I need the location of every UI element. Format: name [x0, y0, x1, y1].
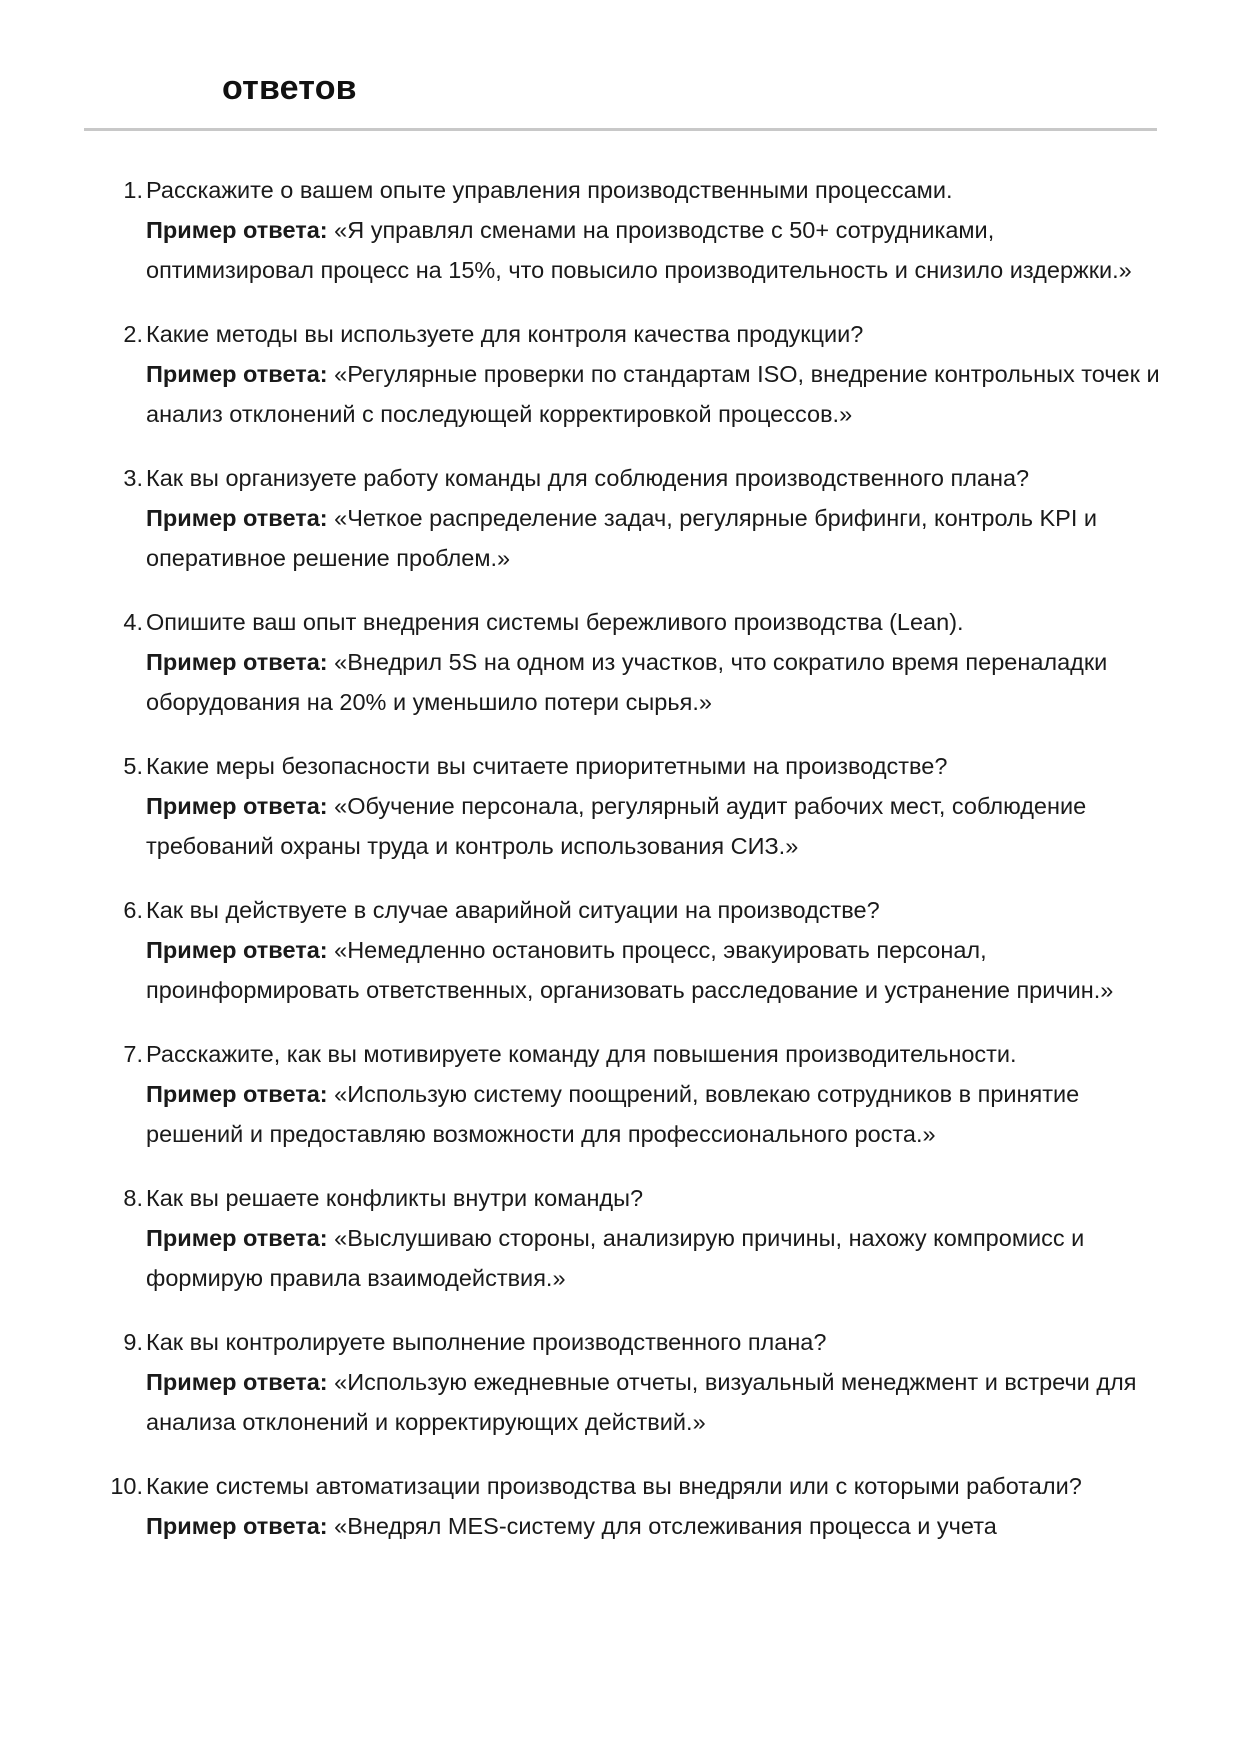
heading-divider — [84, 128, 1157, 131]
question-number: 1. — [123, 177, 143, 203]
question-text: Как вы контролируете выполнение производственного плана? — [146, 1329, 827, 1355]
question-number: 7. — [123, 1041, 143, 1067]
answer-label: Пример ответа: — [146, 793, 328, 819]
question-number: 9. — [123, 1329, 143, 1355]
section-heading: ответов — [222, 69, 357, 107]
question-number: 3. — [123, 465, 143, 491]
question-number: 5. — [123, 753, 143, 779]
question-number: 2. — [123, 321, 143, 347]
answer-text: «Использую ежедневные отчеты, визуальный менеджмент и встречи для анализа отклонений и корректирующих действий.» — [146, 1369, 1137, 1435]
answer-label: Пример ответа: — [146, 1369, 328, 1395]
answer-label: Пример ответа: — [146, 361, 328, 387]
answer-text: «Использую систему поощрений, вовлекаю сотрудников в принятие решений и предоставляю возможности для профессионального роста.» — [146, 1081, 1080, 1147]
question-item — [123, 314, 1166, 434]
question-number: 6. — [123, 897, 143, 923]
question-number: 10. — [110, 1473, 143, 1499]
answer-block — [146, 354, 1166, 434]
question-item — [123, 170, 1166, 290]
answer-text: «Обучение персонала, регулярный аудит рабочих мест, соблюдение требований охраны труда и контроль использования СИЗ.» — [146, 793, 1087, 859]
question-item — [110, 1466, 1166, 1546]
question-text: Расскажите о вашем опыте управления производственными процессами. — [146, 177, 953, 203]
answer-block — [146, 1218, 1166, 1298]
question-text: Какие методы вы используете для контроля качества продукции? — [146, 321, 864, 347]
question-item — [123, 1034, 1166, 1154]
answer-text: «Четкое распределение задач, регулярные брифинги, контроль KPI и оперативное решение проблем.» — [146, 505, 1098, 571]
question-text: Как вы решаете конфликты внутри команды? — [146, 1185, 644, 1211]
answer-block — [146, 498, 1166, 578]
answer-block — [146, 642, 1166, 722]
question-item — [123, 458, 1166, 578]
answer-block — [146, 1362, 1166, 1442]
answer-text: «Внедрил 5S на одном из участков, что сократило время переналадки оборудования на 20% и уменьшило потери сырья.» — [146, 649, 1108, 715]
answer-block — [146, 930, 1166, 1010]
answer-block — [146, 786, 1166, 866]
answer-label: Пример ответа: — [146, 649, 328, 675]
answer-text: «Внедрял MES-систему для отслеживания процесса и учета — [334, 1513, 997, 1539]
answer-text: «Я управлял сменами на производстве с 50+ сотрудниками, оптимизировал процесс на 15%, что повысило производительность и снизило издержки.» — [146, 217, 1132, 283]
answer-label: Пример ответа: — [146, 937, 328, 963]
question-item — [123, 890, 1166, 1010]
question-item — [123, 602, 1166, 722]
question-item — [123, 1322, 1166, 1442]
answer-block — [146, 210, 1166, 290]
question-text: Как вы организуете работу команды для соблюдения производственного плана? — [146, 465, 1030, 491]
question-text: Какие меры безопасности вы считаете приоритетными на производстве? — [146, 753, 948, 779]
question-text: Как вы действуете в случае аварийной ситуации на производстве? — [146, 897, 880, 923]
question-item — [123, 746, 1166, 866]
question-text: Опишите ваш опыт внедрения системы бережливого производства (Lean). — [146, 609, 964, 635]
answer-label: Пример ответа: — [146, 1081, 328, 1107]
question-item — [123, 1178, 1166, 1298]
answer-block — [146, 1506, 1166, 1546]
question-text: Какие системы автоматизации производства вы внедряли или с которыми работали? — [146, 1473, 1082, 1499]
question-text: Расскажите, как вы мотивируете команду для повышения производительности. — [146, 1041, 1017, 1067]
question-number: 4. — [123, 609, 143, 635]
answer-text: «Выслушиваю стороны, анализирую причины, нахожу компромисс и формирую правила взаимодействия.» — [146, 1225, 1085, 1291]
answer-text: «Регулярные проверки по стандартам ISO, внедрение контрольных точек и анализ отклонений с последующей корректировкой процессов.» — [146, 361, 1160, 427]
answer-label: Пример ответа: — [146, 1225, 328, 1251]
answer-text: «Немедленно остановить процесс, эвакуировать персонал, проинформировать ответственных, организовать расследование и устранение причин.» — [146, 937, 1114, 1003]
answer-label: Пример ответа: — [146, 217, 328, 243]
answer-label: Пример ответа: — [146, 1513, 328, 1539]
questions-list — [110, 170, 1166, 1570]
answer-label: Пример ответа: — [146, 505, 328, 531]
answer-block — [146, 1074, 1166, 1154]
question-number: 8. — [123, 1185, 143, 1211]
